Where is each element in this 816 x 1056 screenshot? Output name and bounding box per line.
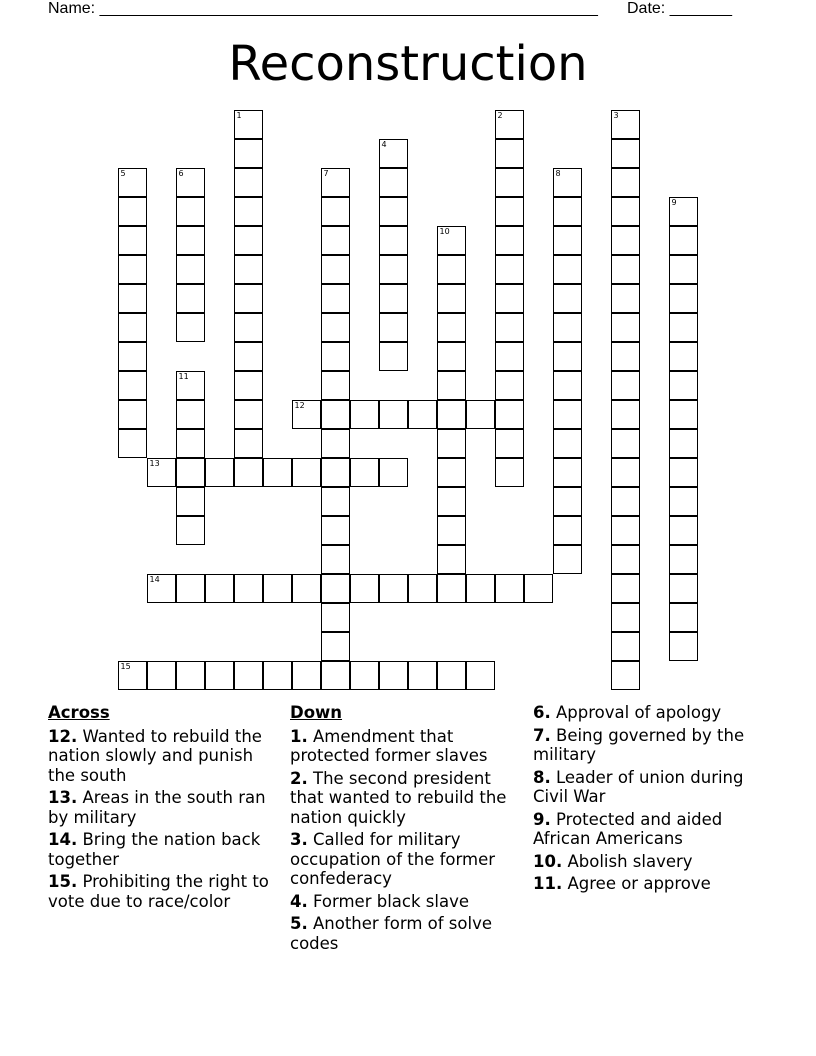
grid-cell[interactable] [234, 313, 263, 342]
grid-cell[interactable] [321, 197, 350, 226]
grid-cell[interactable] [118, 168, 147, 197]
grid-cell[interactable] [176, 226, 205, 255]
clue-number: 6 [178, 169, 184, 178]
clue-item-text: Wanted to rebuild the nation slowly and punish the south [48, 726, 262, 785]
across-heading: Across [48, 703, 110, 722]
grid-cell[interactable] [466, 661, 495, 690]
grid-cell[interactable] [379, 168, 408, 197]
clue-item-number: 12. [48, 726, 78, 746]
grid-cell[interactable] [147, 661, 176, 690]
clue-item-number: 5. [290, 914, 308, 933]
grid-cell[interactable] [234, 661, 263, 690]
grid-cell[interactable] [118, 371, 147, 400]
clue-number: 11 [178, 372, 189, 381]
grid-cell[interactable] [611, 139, 640, 168]
grid-cell[interactable] [379, 197, 408, 226]
clue-item-number: 3. [290, 830, 308, 849]
grid-cell[interactable] [437, 574, 466, 603]
grid-cell[interactable] [553, 342, 582, 371]
grid-cell[interactable] [669, 371, 698, 400]
grid-cell[interactable] [553, 226, 582, 255]
grid-cell[interactable] [611, 400, 640, 429]
grid-cell[interactable] [176, 197, 205, 226]
grid-cell[interactable] [379, 226, 408, 255]
grid-cell[interactable] [669, 429, 698, 458]
grid-cell[interactable] [408, 400, 437, 429]
grid-cell[interactable] [669, 574, 698, 603]
grid-cell[interactable] [611, 110, 640, 139]
grid-cell[interactable] [437, 516, 466, 545]
grid-cell[interactable] [350, 661, 379, 690]
grid-cell[interactable] [321, 168, 350, 197]
grid-cell[interactable] [408, 574, 437, 603]
grid-cell[interactable] [292, 400, 321, 429]
grid-cell[interactable] [118, 284, 147, 313]
grid-cell[interactable] [234, 284, 263, 313]
grid-cell[interactable] [176, 661, 205, 690]
grid-cell[interactable] [321, 255, 350, 284]
clue-item [48, 872, 280, 911]
grid-cell[interactable] [611, 545, 640, 574]
grid-cell[interactable] [495, 371, 524, 400]
clue-item [290, 914, 526, 953]
grid-cell[interactable] [321, 516, 350, 545]
grid-cell[interactable] [495, 168, 524, 197]
grid-cell[interactable] [205, 458, 234, 487]
grid-cell[interactable] [466, 400, 495, 429]
grid-cell[interactable] [669, 226, 698, 255]
grid-cell[interactable] [437, 429, 466, 458]
clue-item-text: Called for military occupation of the former confederacy [290, 830, 496, 888]
grid-cell[interactable] [669, 313, 698, 342]
clue-item [290, 830, 526, 889]
clue-number: 8 [555, 169, 561, 178]
grid-cell[interactable] [495, 342, 524, 371]
clue-item [290, 769, 526, 828]
grid-cell[interactable] [321, 429, 350, 458]
across-clues [48, 703, 280, 914]
grid-cell[interactable] [147, 574, 176, 603]
grid-cell[interactable] [118, 255, 147, 284]
grid-cell[interactable] [321, 371, 350, 400]
clue-item [48, 788, 280, 827]
grid-cell[interactable] [611, 487, 640, 516]
grid-cell[interactable] [176, 574, 205, 603]
grid-cell[interactable] [553, 516, 582, 545]
clue-item [533, 852, 773, 872]
grid-cell[interactable] [437, 342, 466, 371]
grid-cell[interactable] [669, 487, 698, 516]
grid-cell[interactable] [495, 429, 524, 458]
clue-item-text: The second president that wanted to rebuild the nation quickly [290, 768, 507, 827]
grid-cell[interactable] [669, 342, 698, 371]
grid-cell[interactable] [437, 400, 466, 429]
grid-cell[interactable] [118, 429, 147, 458]
grid-cell[interactable] [611, 574, 640, 603]
grid-cell[interactable] [611, 197, 640, 226]
grid-cell[interactable] [176, 168, 205, 197]
grid-cell[interactable] [234, 342, 263, 371]
clue-item [290, 727, 526, 766]
grid-cell[interactable] [263, 574, 292, 603]
grid-cell[interactable] [321, 226, 350, 255]
grid-cell[interactable] [234, 168, 263, 197]
grid-cell[interactable] [321, 313, 350, 342]
grid-cell[interactable] [263, 458, 292, 487]
grid-cell[interactable] [118, 197, 147, 226]
grid-cell[interactable] [669, 545, 698, 574]
clue-item-number: 7. [533, 725, 551, 745]
grid-cell[interactable] [611, 429, 640, 458]
grid-cell[interactable] [176, 458, 205, 487]
grid-cell[interactable] [611, 458, 640, 487]
grid-cell[interactable] [669, 255, 698, 284]
clue-item-number: 8. [533, 767, 551, 787]
grid-cell[interactable] [495, 139, 524, 168]
grid-cell[interactable] [176, 371, 205, 400]
grid-cell[interactable] [321, 661, 350, 690]
grid-cell[interactable] [379, 342, 408, 371]
grid-cell[interactable] [611, 226, 640, 255]
clue-item-number: 9. [533, 809, 551, 829]
clue-item-number: 15. [48, 872, 78, 891]
grid-cell[interactable] [669, 197, 698, 226]
grid-cell[interactable] [321, 487, 350, 516]
grid-cell[interactable] [495, 255, 524, 284]
grid-cell[interactable] [495, 313, 524, 342]
clue-item [533, 768, 773, 807]
grid-cell[interactable] [437, 313, 466, 342]
grid-cell[interactable] [611, 342, 640, 371]
clue-number: 3 [613, 111, 619, 120]
clue-item [533, 726, 773, 765]
grid-cell[interactable] [350, 458, 379, 487]
grid-cell[interactable] [437, 545, 466, 574]
clue-number: 2 [497, 111, 503, 120]
clue-number: 1 [236, 111, 242, 120]
grid-cell[interactable] [321, 400, 350, 429]
clue-item-text: Bring the nation back together [48, 830, 261, 869]
grid-cell[interactable] [408, 661, 437, 690]
grid-cell[interactable] [118, 313, 147, 342]
grid-cell[interactable] [321, 458, 350, 487]
grid-cell[interactable] [292, 661, 321, 690]
clue-item-number: 2. [290, 768, 308, 788]
grid-cell[interactable] [379, 661, 408, 690]
grid-cell[interactable] [350, 574, 379, 603]
clue-number: 7 [323, 169, 329, 178]
clue-item-text: Areas in the south ran by military [48, 788, 266, 827]
clue-item-text: Former black slave [307, 891, 469, 911]
grid-cell[interactable] [553, 400, 582, 429]
grid-cell[interactable] [292, 458, 321, 487]
grid-cell[interactable] [234, 371, 263, 400]
clue-number: 10 [439, 227, 450, 236]
grid-cell[interactable] [553, 429, 582, 458]
grid-cell[interactable] [379, 313, 408, 342]
grid-cell[interactable] [669, 632, 698, 661]
grid-cell[interactable] [379, 255, 408, 284]
grid-cell[interactable] [553, 313, 582, 342]
clue-number: 14 [149, 575, 160, 584]
clue-item [533, 810, 773, 849]
grid-cell[interactable] [611, 168, 640, 197]
clue-item-text: Agree or approve [562, 874, 711, 893]
clue-item-text: Protected and aided African Americans [533, 809, 723, 848]
grid-cell[interactable] [176, 487, 205, 516]
grid-cell[interactable] [611, 313, 640, 342]
clue-item [48, 830, 280, 869]
clue-item [290, 892, 526, 912]
date-line: Date: _______ [627, 0, 732, 17]
grid-cell[interactable] [350, 400, 379, 429]
grid-cell[interactable] [611, 371, 640, 400]
grid-cell[interactable] [611, 284, 640, 313]
grid-cell[interactable] [611, 632, 640, 661]
grid-cell[interactable] [611, 603, 640, 632]
grid-cell[interactable] [292, 574, 321, 603]
grid-cell[interactable] [553, 197, 582, 226]
grid-cell[interactable] [495, 400, 524, 429]
clue-item-number: 11. [533, 874, 563, 893]
grid-cell[interactable] [118, 400, 147, 429]
grid-cell[interactable] [234, 226, 263, 255]
grid-cell[interactable] [495, 574, 524, 603]
grid-cell[interactable] [234, 139, 263, 168]
clue-item-number: 10. [533, 851, 563, 871]
grid-cell[interactable] [437, 371, 466, 400]
puzzle-title: Reconstruction [228, 36, 588, 92]
clue-item-number: 4. [290, 891, 308, 911]
grid-cell[interactable] [495, 197, 524, 226]
clue-item-number: 13. [48, 788, 78, 807]
grid-cell[interactable] [495, 226, 524, 255]
grid-cell[interactable] [611, 516, 640, 545]
clue-item [48, 727, 280, 786]
grid-cell[interactable] [495, 284, 524, 313]
clue-item-number: 14. [48, 830, 78, 849]
clue-item-text: Being governed by the military [533, 725, 745, 764]
grid-cell[interactable] [379, 400, 408, 429]
grid-cell[interactable] [669, 458, 698, 487]
grid-cell[interactable] [437, 255, 466, 284]
grid-cell[interactable] [553, 168, 582, 197]
clue-number: 4 [381, 140, 387, 149]
clue-item [533, 874, 773, 894]
grid-cell[interactable] [437, 487, 466, 516]
clue-item-number: 6. [533, 703, 551, 722]
grid-cell[interactable] [553, 371, 582, 400]
grid-cell[interactable] [379, 139, 408, 168]
grid-cell[interactable] [495, 458, 524, 487]
grid-cell[interactable] [205, 661, 234, 690]
grid-cell[interactable] [437, 226, 466, 255]
clue-number: 15 [120, 662, 131, 671]
grid-cell[interactable] [321, 632, 350, 661]
clue-item-text: Amendment that protected former slaves [290, 726, 488, 765]
down-clues-continued [533, 703, 773, 897]
grid-cell[interactable] [611, 661, 640, 690]
grid-cell[interactable] [379, 458, 408, 487]
clue-number: 12 [294, 401, 305, 410]
grid-cell[interactable] [118, 226, 147, 255]
grid-cell[interactable] [176, 429, 205, 458]
grid-cell[interactable] [553, 255, 582, 284]
grid-cell[interactable] [495, 110, 524, 139]
grid-cell[interactable] [669, 284, 698, 313]
grid-cell[interactable] [234, 574, 263, 603]
grid-cell[interactable] [176, 313, 205, 342]
clue-number: 9 [671, 198, 677, 207]
grid-cell[interactable] [234, 255, 263, 284]
grid-cell[interactable] [118, 661, 147, 690]
clue-item-text: Abolish slavery [562, 851, 693, 871]
down-clues [290, 703, 526, 956]
grid-cell[interactable] [176, 284, 205, 313]
grid-cell[interactable] [234, 197, 263, 226]
down-heading: Down [290, 703, 343, 722]
grid-cell[interactable] [553, 284, 582, 313]
grid-cell[interactable] [234, 429, 263, 458]
grid-cell[interactable] [553, 487, 582, 516]
grid-cell[interactable] [176, 516, 205, 545]
grid-cell[interactable] [176, 255, 205, 284]
clue-item-number: 1. [290, 726, 308, 746]
grid-cell[interactable] [669, 516, 698, 545]
grid-cell[interactable] [321, 603, 350, 632]
grid-cell[interactable] [234, 400, 263, 429]
grid-cell[interactable] [553, 458, 582, 487]
clue-item-text: Another form of solve codes [290, 914, 492, 953]
grid-cell[interactable] [611, 255, 640, 284]
grid-cell[interactable] [437, 458, 466, 487]
clue-item [533, 703, 773, 723]
grid-cell[interactable] [263, 661, 292, 690]
grid-cell[interactable] [379, 574, 408, 603]
grid-cell[interactable] [437, 661, 466, 690]
grid-cell[interactable] [176, 400, 205, 429]
grid-cell[interactable] [321, 545, 350, 574]
grid-cell[interactable] [466, 574, 495, 603]
grid-cell[interactable] [234, 110, 263, 139]
grid-cell[interactable] [205, 574, 234, 603]
grid-cell[interactable] [234, 458, 263, 487]
clue-number: 5 [120, 169, 126, 178]
grid-cell[interactable] [553, 545, 582, 574]
name-line: Name: ________________________________________________________ [48, 0, 598, 17]
grid-cell[interactable] [147, 458, 176, 487]
grid-cell[interactable] [524, 574, 553, 603]
clue-item-text: Leader of union during Civil War [533, 767, 744, 806]
grid-cell[interactable] [321, 574, 350, 603]
grid-cell[interactable] [321, 342, 350, 371]
clue-item-text: Prohibiting the right to vote due to race/color [48, 872, 269, 911]
grid-cell[interactable] [321, 284, 350, 313]
grid-cell[interactable] [379, 284, 408, 313]
grid-cell[interactable] [118, 342, 147, 371]
grid-cell[interactable] [437, 284, 466, 313]
clue-number: 13 [149, 459, 160, 468]
grid-cell[interactable] [669, 400, 698, 429]
clue-item-text: Approval of apology [550, 703, 722, 722]
grid-cell[interactable] [669, 603, 698, 632]
